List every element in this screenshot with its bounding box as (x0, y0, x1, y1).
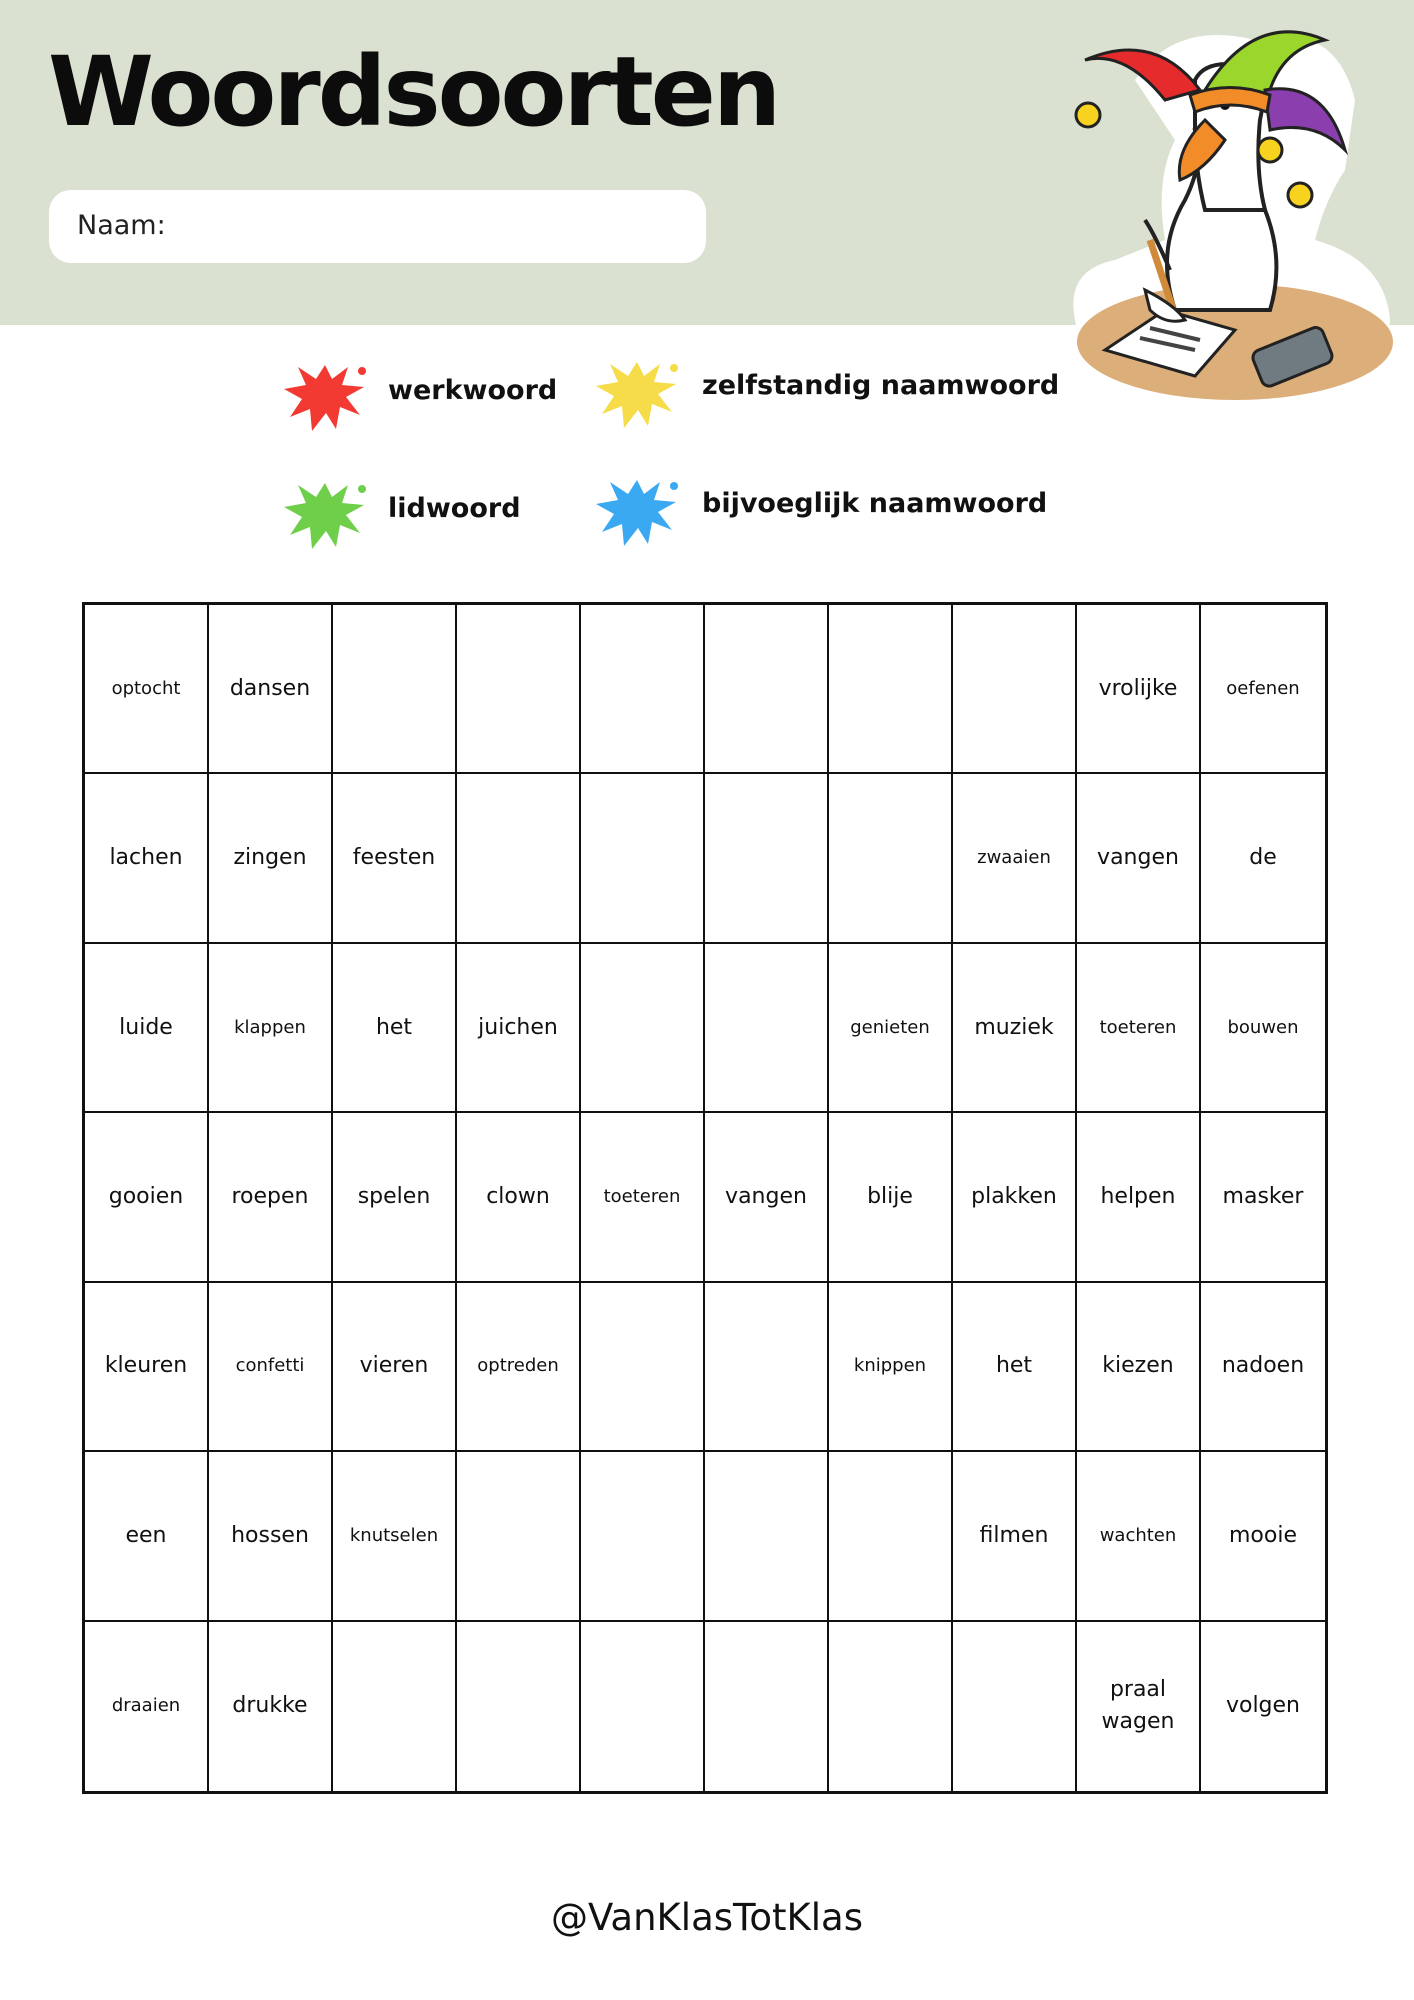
legend-label: lidwoord (388, 493, 521, 524)
grid-cell[interactable]: luide (85, 944, 209, 1113)
grid-cell[interactable]: draaien (85, 1622, 209, 1791)
grid-cell[interactable]: filmen (953, 1452, 1077, 1621)
page-title: Woordsoorten (48, 36, 779, 148)
grid-cell[interactable]: roepen (209, 1113, 333, 1282)
grid-cell[interactable] (581, 1283, 705, 1452)
paint-splat-icon (280, 473, 370, 553)
grid-cell[interactable] (705, 774, 829, 943)
grid-cell[interactable]: de (1201, 774, 1325, 943)
grid-cell[interactable] (581, 1622, 705, 1791)
grid-cell[interactable] (705, 944, 829, 1113)
grid-cell[interactable]: knutselen (333, 1452, 457, 1621)
grid-cell[interactable] (829, 774, 953, 943)
grid-cell[interactable]: klappen (209, 944, 333, 1113)
grid-cell[interactable]: volgen (1225, 1693, 1301, 1719)
word-grid (82, 602, 1328, 1794)
grid-cell[interactable]: juichen (457, 944, 581, 1113)
grid-cell[interactable] (457, 605, 581, 774)
grid-cell[interactable]: wachten (1077, 1452, 1201, 1621)
footer-credit: @VanKlasTotKlas (550, 1896, 863, 1939)
legend-item-lidwoord (280, 473, 580, 553)
grid-cell[interactable]: muziek (953, 944, 1077, 1113)
grid-cell[interactable] (457, 1622, 581, 1791)
jester-goose-writing-icon (1055, 20, 1405, 415)
grid-cell[interactable]: masker (1201, 1113, 1325, 1282)
grid-cell[interactable]: nadoen (1201, 1283, 1325, 1452)
grid-cell[interactable]: optocht (85, 605, 209, 774)
grid-cell[interactable]: het (333, 944, 457, 1113)
grid-cell[interactable] (829, 1452, 953, 1621)
grid-cell[interactable]: bouwen (1201, 944, 1325, 1113)
grid-cell[interactable]: een (85, 1452, 209, 1621)
grid-cell[interactable] (457, 774, 581, 943)
grid-cell[interactable]: lachen (85, 774, 209, 943)
grid-cell[interactable] (581, 944, 705, 1113)
name-field[interactable] (49, 190, 706, 263)
legend-label: werkwoord (388, 375, 558, 406)
grid-cell[interactable]: helpen (1077, 1113, 1201, 1282)
grid-cell[interactable]: zwaaien (953, 774, 1077, 943)
legend-label: zelfstandig naamwoord (702, 370, 1060, 401)
grid-cell[interactable]: confetti (209, 1283, 333, 1452)
name-label: Naam: (77, 210, 166, 241)
grid-cell[interactable] (457, 1452, 581, 1621)
grid-cell[interactable]: kleuren (85, 1283, 209, 1452)
grid-cell[interactable] (581, 605, 705, 774)
grid-cell[interactable]: toeteren (1077, 944, 1201, 1113)
grid-cell[interactable]: hossen (209, 1452, 333, 1621)
grid-cell[interactable] (953, 605, 1077, 774)
legend-label: bijvoeglijk naamwoord (702, 488, 1048, 519)
grid-cell[interactable]: optreden (457, 1283, 581, 1452)
grid-cell[interactable] (829, 605, 953, 774)
grid-cell[interactable] (581, 774, 705, 943)
grid-cell[interactable]: clown (457, 1113, 581, 1282)
legend-item-werkwoord (280, 355, 580, 435)
grid-cell[interactable]: oefenen (1201, 605, 1325, 774)
grid-cell[interactable]: feesten (333, 774, 457, 943)
grid-cell[interactable] (333, 605, 457, 774)
paint-splat-icon (592, 352, 682, 432)
grid-cell[interactable]: vangen (705, 1113, 829, 1282)
grid-cell[interactable]: gooien (85, 1113, 209, 1282)
grid-cell[interactable]: mooie (1201, 1452, 1325, 1621)
grid-cell[interactable]: drukke (209, 1622, 333, 1791)
grid-cell[interactable]: knippen (829, 1283, 953, 1452)
grid-cell[interactable]: zingen (209, 774, 333, 943)
grid-cell[interactable]: vieren (333, 1283, 457, 1452)
grid-cell[interactable]: genieten (829, 944, 953, 1113)
grid-cell[interactable] (705, 1452, 829, 1621)
grid-cell[interactable]: plakken (953, 1113, 1077, 1282)
grid-cell[interactable] (705, 1283, 829, 1452)
legend-item-zelfstandig-naamwoord (592, 352, 1060, 432)
paint-splat-icon (280, 355, 370, 435)
grid-cell[interactable] (953, 1622, 1077, 1791)
grid-cell[interactable]: toeteren (581, 1113, 705, 1282)
grid-cell[interactable]: dansen (209, 605, 333, 774)
grid-cell[interactable] (581, 1452, 705, 1621)
grid-cell[interactable]: praal wagen (1077, 1622, 1201, 1791)
grid-cell[interactable] (705, 1622, 829, 1791)
grid-cell[interactable]: het (953, 1283, 1077, 1452)
grid-cell[interactable] (829, 1622, 953, 1791)
grid-cell[interactable]: vangen (1077, 774, 1201, 943)
grid-cell[interactable]: blije (829, 1113, 953, 1282)
grid-cell[interactable]: vrolijke (1077, 605, 1201, 774)
legend-item-bijvoeglijk-naamwoord (592, 470, 1048, 550)
grid-cell[interactable] (705, 605, 829, 774)
grid-cell[interactable] (333, 1622, 457, 1791)
grid-cell[interactable]: kiezen (1077, 1283, 1201, 1452)
paint-splat-icon (592, 470, 682, 550)
grid-cell[interactable]: spelen (333, 1113, 457, 1282)
